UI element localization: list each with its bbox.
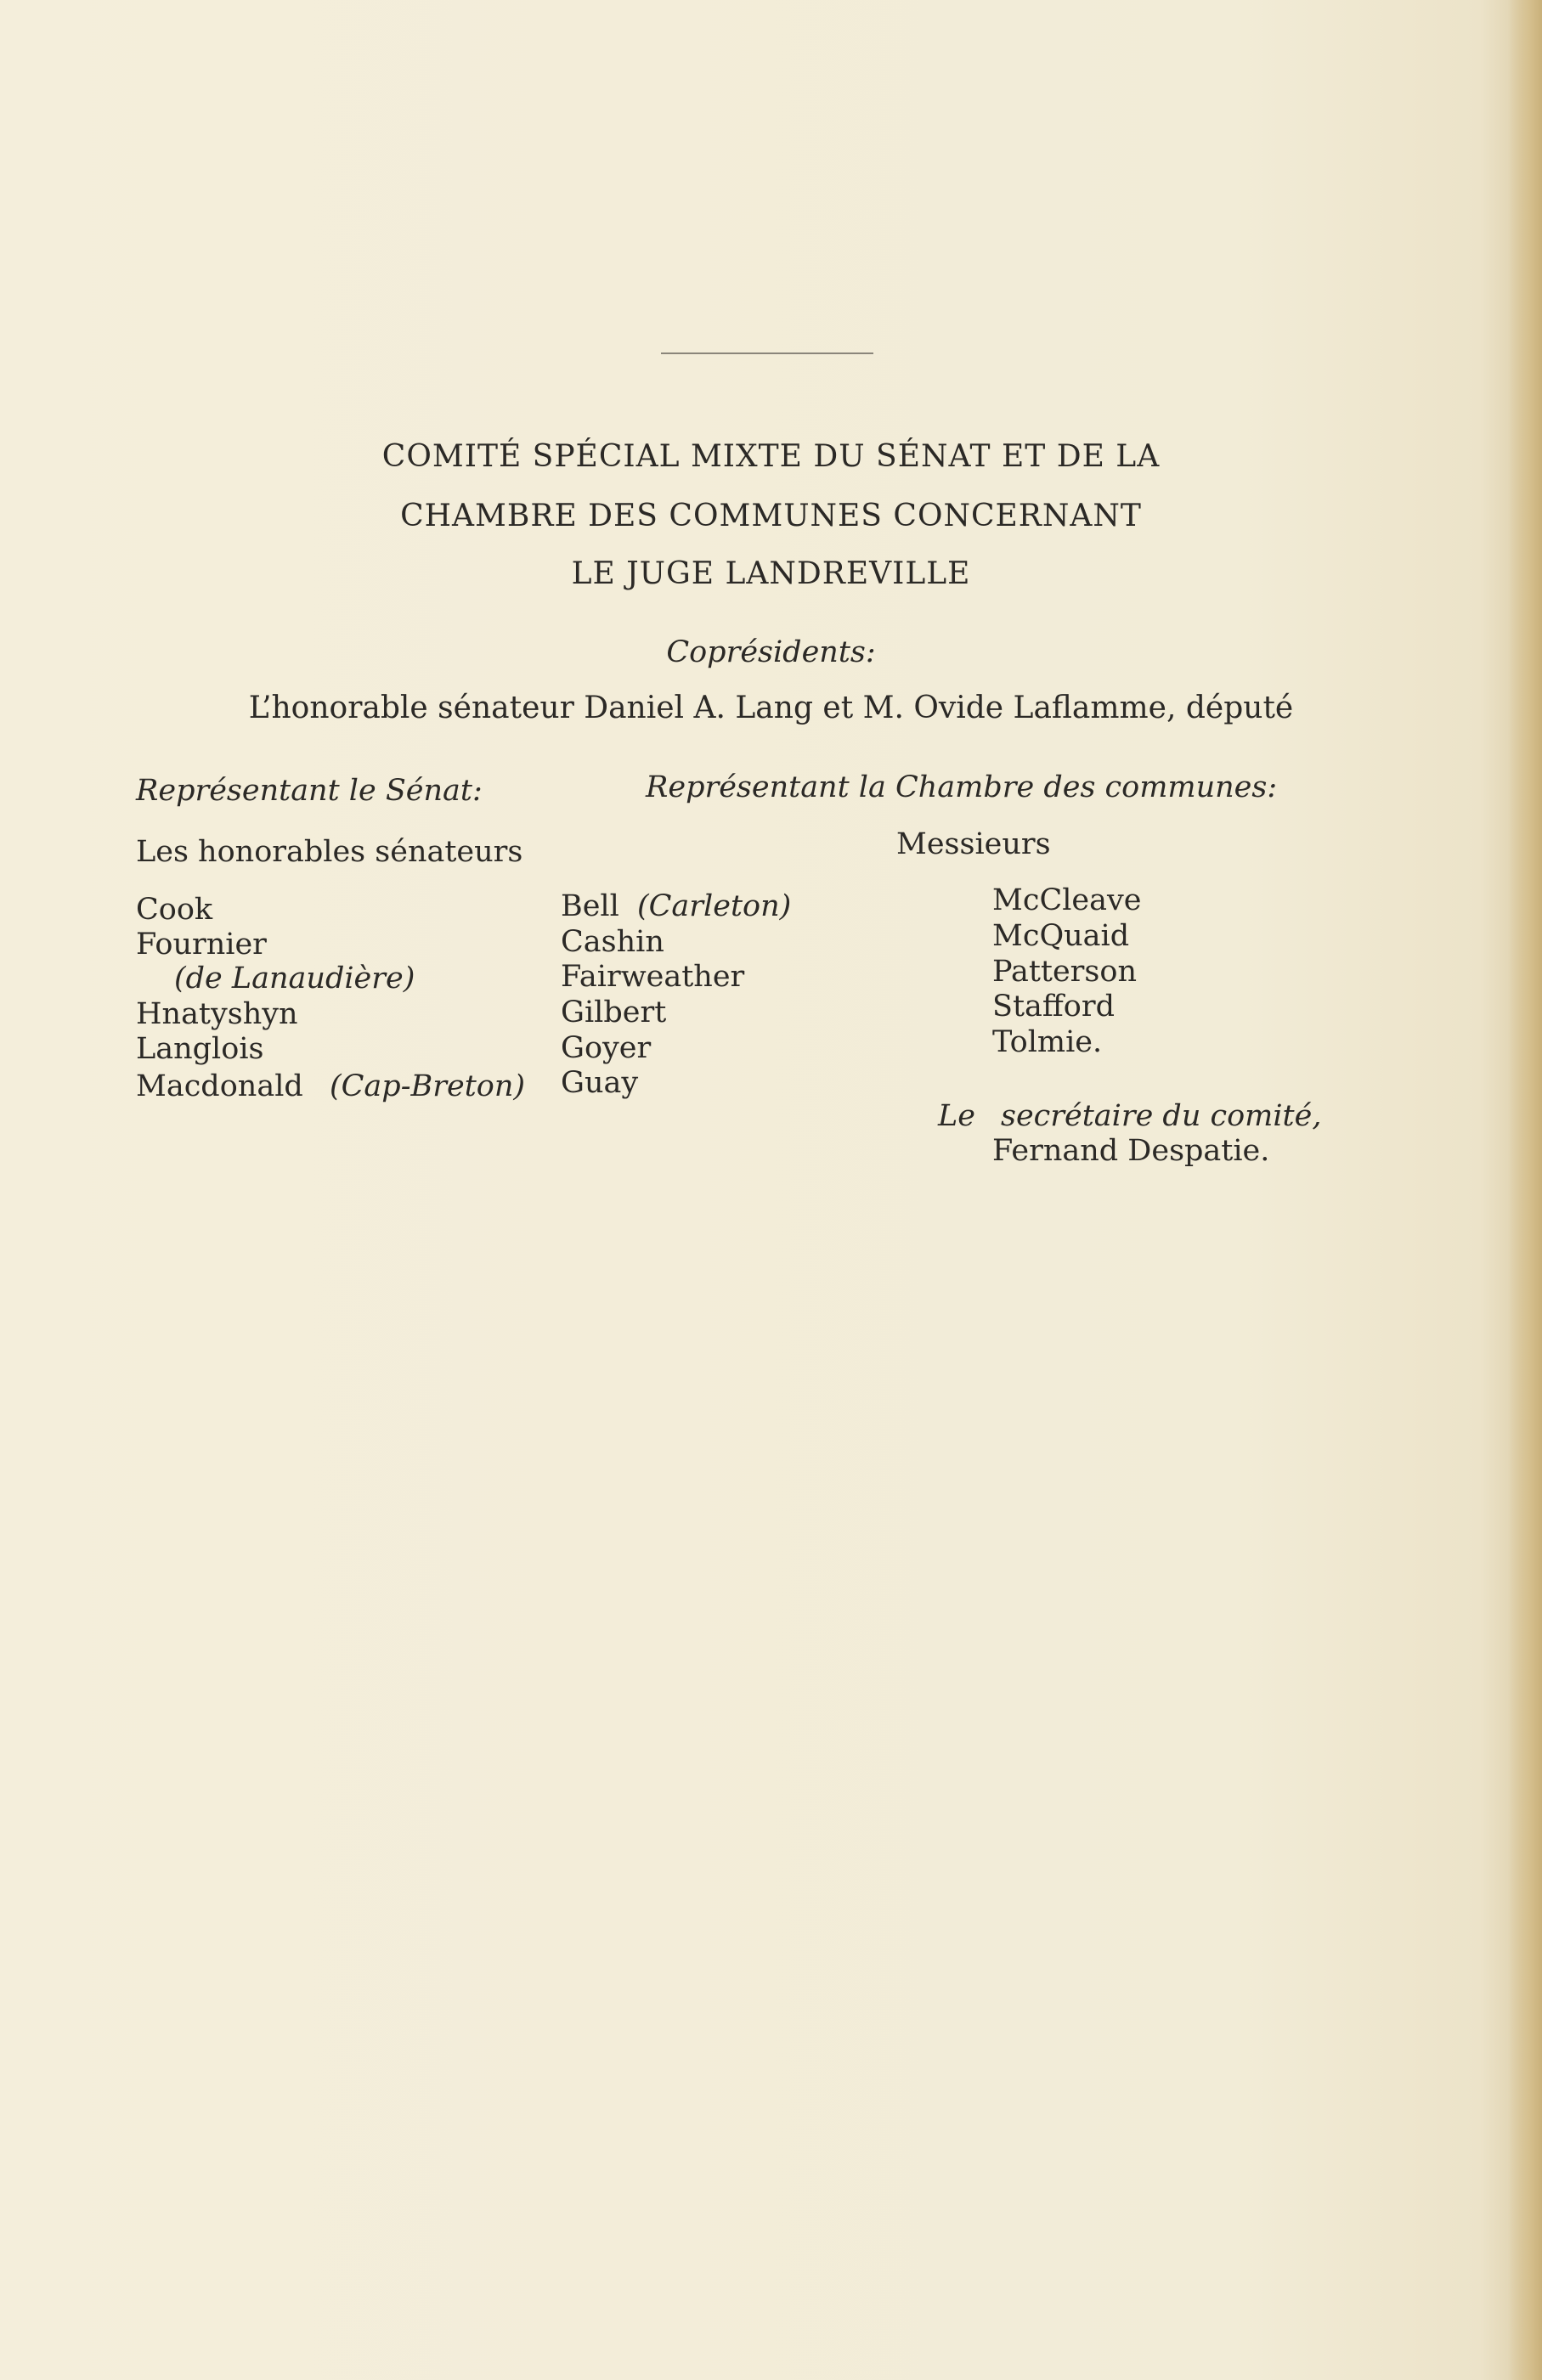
secretary-prefix: Le xyxy=(938,1099,975,1133)
copresidents-names: L’honorable sénateur Daniel A. Lang et M. Ovide Laflamme, député xyxy=(248,691,1294,725)
senator-macdonald: Macdonald xyxy=(136,1069,303,1103)
secretary-name: Fernand Despatie. xyxy=(992,1134,1270,1168)
committee-title-line-2: CHAMBRE DES COMMUNES CONCERNANT xyxy=(400,499,1142,533)
commons-label: Représentant la Chambre des communes: xyxy=(646,770,1278,804)
commons-member-tolmie: Tolmie. xyxy=(992,1025,1103,1059)
senate-label: Représentant le Sénat: xyxy=(136,774,483,808)
commons-subhead: Messieurs xyxy=(896,827,1051,861)
commons-member-mcquaid: McQuaid xyxy=(992,919,1130,953)
top-rule xyxy=(661,352,873,354)
commons-member-fairweather: Fairweather xyxy=(561,960,745,994)
senator-cook: Cook xyxy=(136,893,213,927)
copresidents-label: Coprésidents: xyxy=(666,635,876,669)
senator-hnatyshyn: Hnatyshyn xyxy=(136,997,298,1031)
page-edge-shadow xyxy=(1508,0,1542,2380)
senator-fournier: Fournier xyxy=(136,928,267,962)
senator-fournier-riding: (de Lanaudière) xyxy=(174,962,415,995)
committee-title-line-1: COMITÉ SPÉCIAL MIXTE DU SÉNAT ET DE LA xyxy=(381,439,1161,474)
commons-member-bell-riding: (Carleton) xyxy=(637,889,792,923)
commons-member-stafford: Stafford xyxy=(992,990,1115,1024)
commons-member-guay: Guay xyxy=(561,1066,639,1100)
commons-member-cashin: Cashin xyxy=(561,925,664,959)
senator-langlois: Langlois xyxy=(136,1032,264,1066)
senate-subhead: Les honorables sénateurs xyxy=(136,835,523,869)
commons-member-patterson: Patterson xyxy=(992,955,1137,989)
commons-member-goyer: Goyer xyxy=(561,1031,652,1065)
commons-member-mccleave: McCleave xyxy=(992,883,1142,917)
senator-macdonald-riding: (Cap-Breton) xyxy=(330,1069,526,1103)
committee-title-line-3: LE JUGE LANDREVILLE xyxy=(571,556,971,591)
commons-member-bell: Bell xyxy=(561,889,619,923)
secretary-title: secrétaire du comité, xyxy=(1001,1099,1322,1133)
commons-member-gilbert: Gilbert xyxy=(561,995,667,1029)
